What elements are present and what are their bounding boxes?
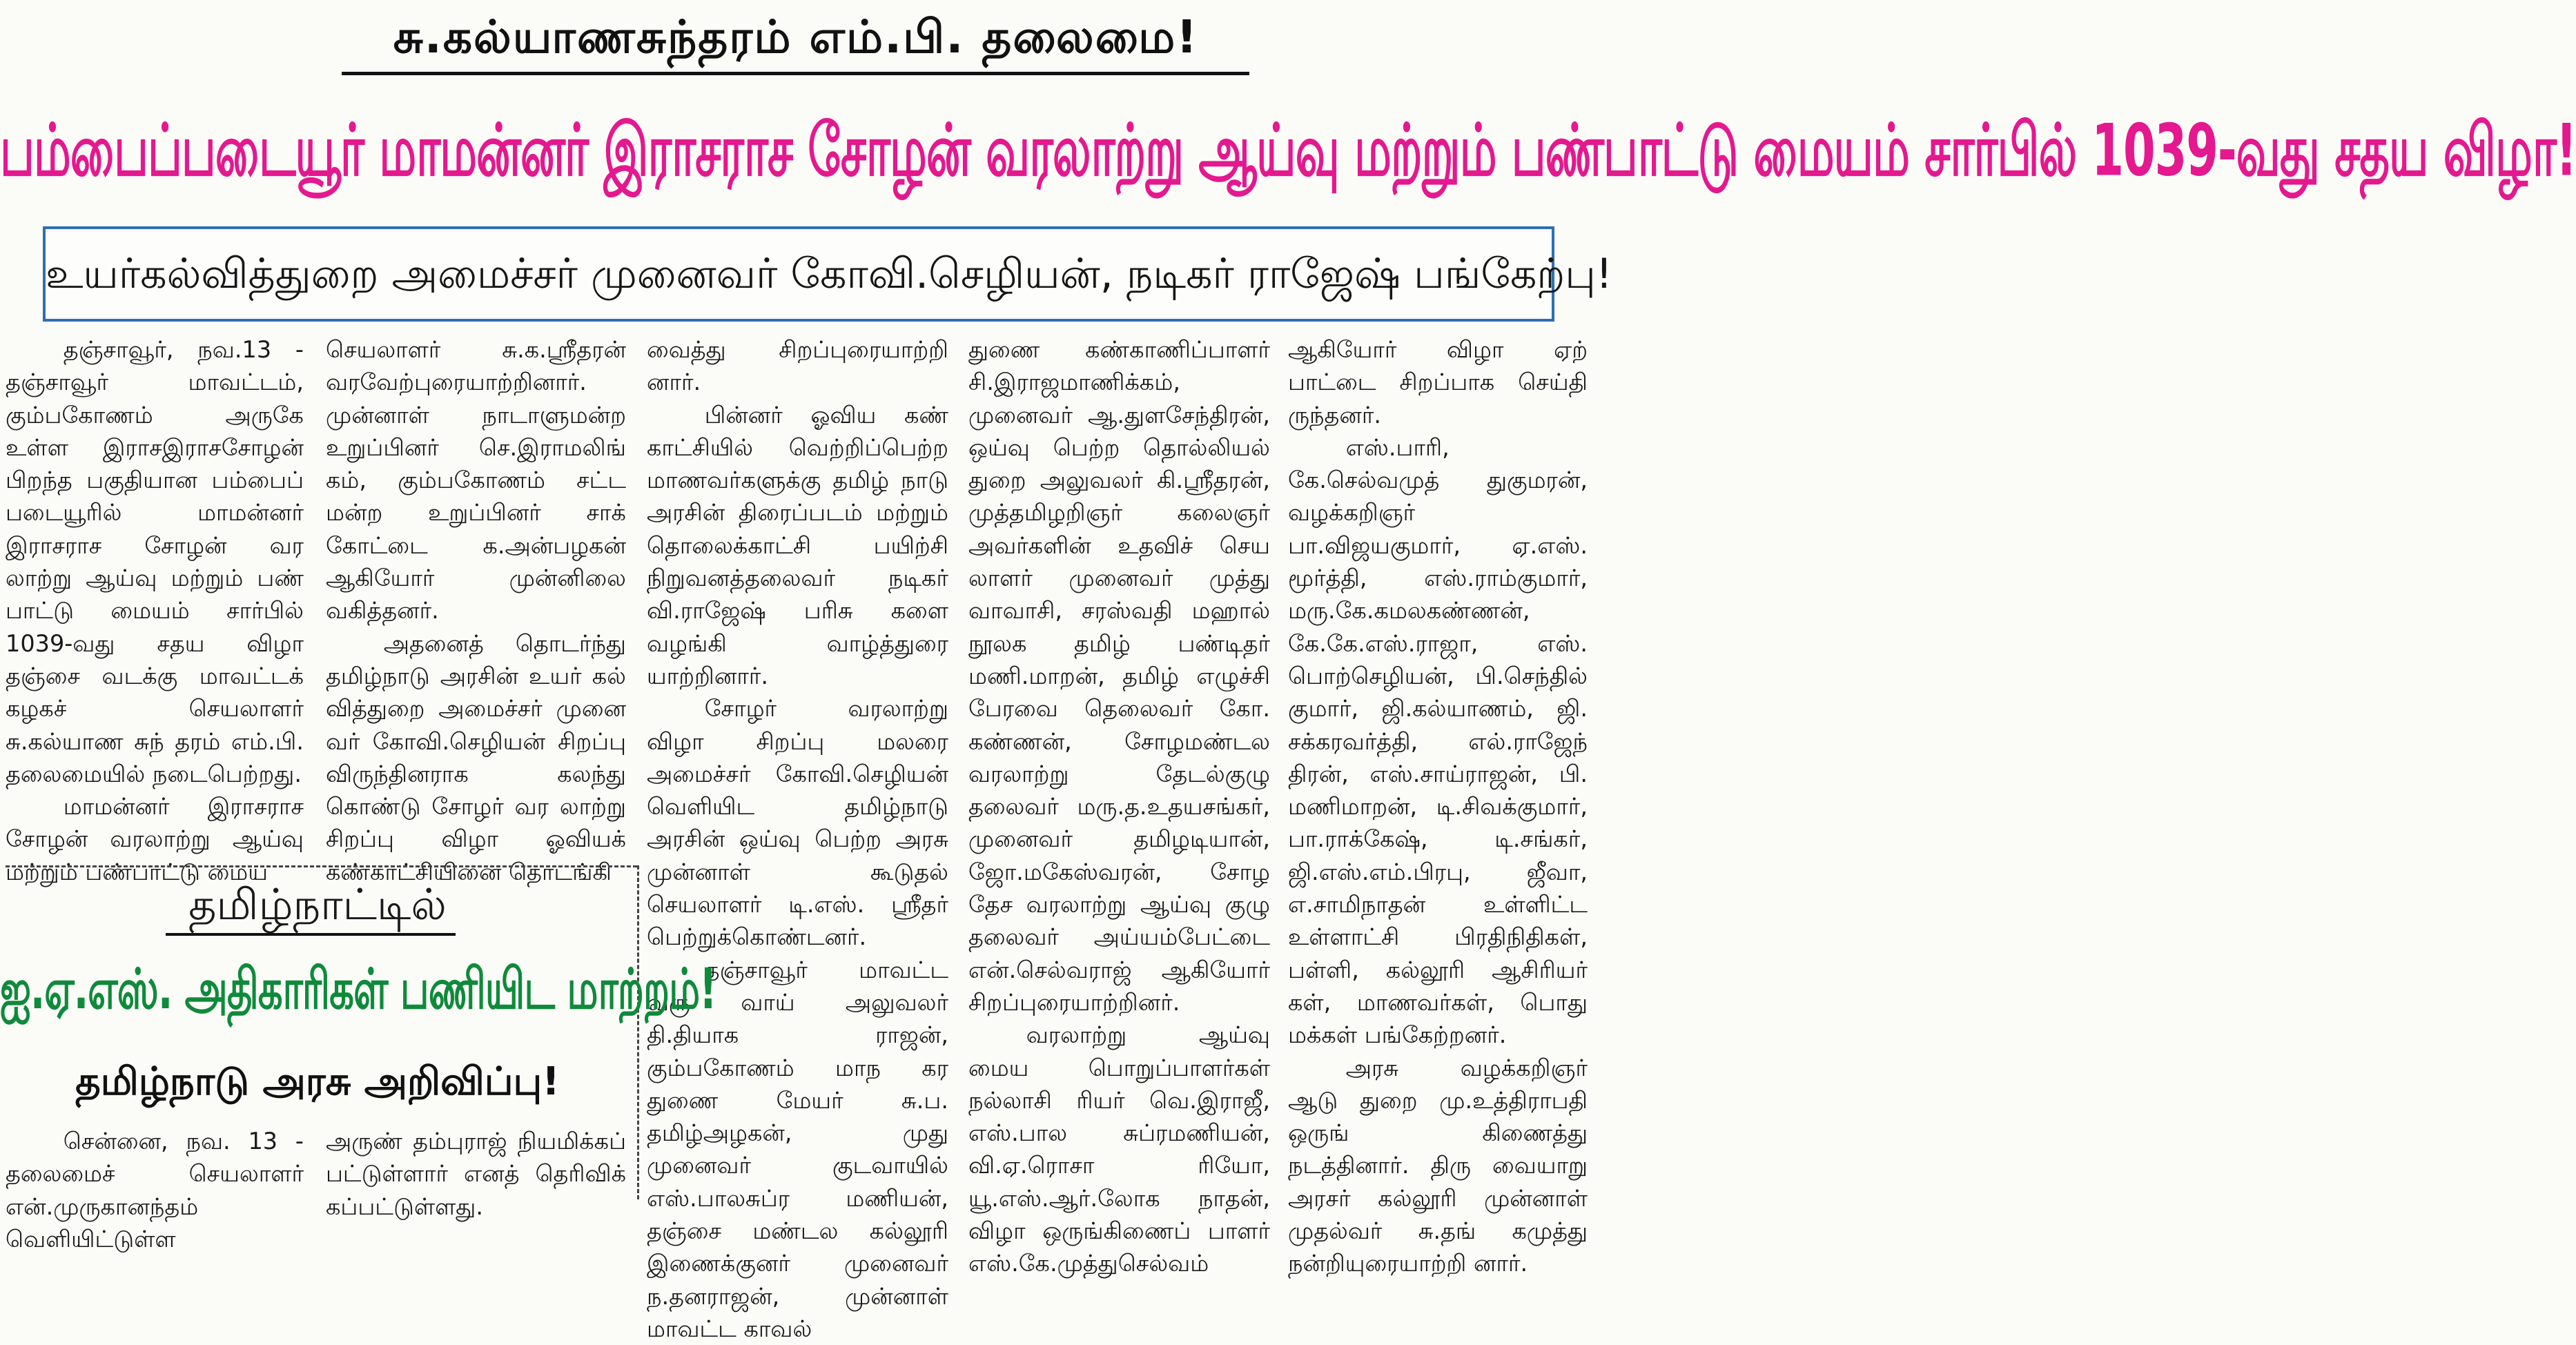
paragraph: சோழர் வரலாற்று விழா சிறப்பு மலரை அமைச்சர் கோவி.செழியன் வெளியிட தமிழ்நாடு அரசின் ஒய்வு பெற்ற அரசு முன்னாள் கூடுதல் செயலாளர் டி.எஸ். ஸ்ரீதர் பெற்றுக்கொண்டனர். xyxy=(647,695,948,951)
article2-subheadline: தமிழ்நாடு அரசு அறிவிப்பு! xyxy=(75,1059,560,1104)
article2-border-top xyxy=(6,865,637,867)
article-column-5 xyxy=(1288,333,1588,1277)
paragraph: மாமன்னர் இராசராச சோழன் வரலாற்று ஆய்வு மற்றும் பண்பாட்டு மைய xyxy=(6,793,304,885)
paragraph: பின்னர் ஓவிய கண் காட்சியில் வெற்றிப்பெற்ற மாணவர்களுக்கு தமிழ் நாடு அரசின் திரைப்படம் மற்றும் தொலைக்காட்சி பயிற்சி நிறுவனத்தலைவர் நடிகர் வி.ராஜேஷ் பரிசு களை வழங்கி வாழ்த்துரை யாற்றினார். xyxy=(647,401,948,689)
article2-column-1 xyxy=(6,1125,304,1253)
article-column-4 xyxy=(968,333,1270,1277)
paragraph: வைத்து சிறப்புரையாற்றி னார். xyxy=(647,336,948,396)
paragraph: சென்னை, நவ. 13 - தலைமைச் செயலாளர் என்.முருகானந்தம் வெளியிட்டுள்ள xyxy=(6,1128,304,1253)
main-headline: பம்பைப்படையூர் மாமன்னர் இராசராச சோழன் வரலாற்று ஆய்வு மற்றும் பண்பாட்டு மையம் சார்பில் 1039-வது சதய விழா! xyxy=(0,108,2576,193)
paragraph: தஞ்சாவூர் மாவட்ட வரு வாய் அலுவலர் தி.தியாக ராஜன், கும்பகோணம் மாந கர துணை மேயர் சு.ப. தமிழ்அழகன், முது முனைவர் குடவாயில் எஸ்.பாலசுப்ர மணியன், தஞ்சை மண்டல கல்லூரி இணைக்குனர் முனைவர் ந.தனராஜன், முன்னாள் மாவட்ட காவல் xyxy=(647,956,948,1342)
article2-headline: ஐ.ஏ.எஸ். அதிகாரிகள் பணியிட மாற்றம்! xyxy=(0,957,716,1023)
article-column-2 xyxy=(326,333,626,885)
paragraph: அருண் தம்புராஜ் நியமிக்கப் பட்டுள்ளார் எனத் தெரிவிக் கப்பட்டுள்ளது. xyxy=(326,1128,626,1220)
paragraph: ஆகியோர் விழா ஏற் பாட்டை சிறப்பாக செய்தி ருந்தனர். xyxy=(1288,336,1588,429)
article-column-1 xyxy=(6,333,304,885)
subheadline: உயர்கல்வித்துறை அமைச்சர் முனைவர் கோவி.செழியன், நடிகர் ராஜேஷ் பங்கேற்பு! xyxy=(46,250,1612,298)
article2-kicker: தமிழ்நாட்டில் xyxy=(188,879,447,930)
article-kicker: சு.கல்யாணசுந்தரம் எம்.பி. தலைமை! xyxy=(393,10,1199,63)
article2-border-right xyxy=(637,865,639,1199)
paragraph: செயலாளர் சு.க.ஸ்ரீதரன் வரவேற்புரையாற்றினார். முன்னாள் நாடாளுமன்ற உறுப்பினர் செ.இராமலிங் கம், கும்பகோணம் சட்ட மன்ற உறுப்பினர் சாக் கோட்டை க.அன்பழகன் ஆகியோர் முன்னிலை வகித்தனர். xyxy=(326,336,626,625)
subheadline-box xyxy=(43,226,1612,322)
article-column-3 xyxy=(647,333,948,1342)
paragraph: அதனைத் தொடர்ந்து தமிழ்நாடு அரசின் உயர் கல் வித்துறை அமைச்சர் முனை வர் கோவி.செழியன் சிறப்பு விருந்தினராக கலந்து கொண்டு சோழர் வர லாற்று சிறப்பு விழா ஓவியக் கண்காட்சியினை தொடங்கி xyxy=(326,629,626,885)
paragraph: அரசு வழக்கறிஞர் ஆடு துறை மு.உத்திராபதி ஒருங் கிணைத்து நடத்தினார். திரு வையாறு அரசர் கல்லூரி முன்னாள் முதல்வர் சு.தங் கமுத்து நன்றியுரையாற்றி னார். xyxy=(1288,1054,1588,1277)
paragraph: தஞ்சாவூர், நவ.13 - தஞ்சாவூர் மாவட்டம், கும்பகோணம் அருகே உள்ள இராசஇராசசோழன் பிறந்த பகுதியான பம்பைப் படையூரில் மாமன்னர் இராசராச சோழன் வர லாற்று ஆய்வு மற்றும் பண் பாட்டு மையம் சார்பில் 1039-வது சதய விழா தஞ்சை வடக்கு மாவட்டக் கழகச் செயலாளர் சு.கல்யாண சுந் தரம் எம்.பி. தலைமையில் நடைபெற்றது. xyxy=(6,336,304,787)
paragraph: வரலாற்று ஆய்வு மைய பொறுப்பாளர்கள் நல்லாசி ரியர் வெ.இராஜீ, எஸ்.பால சுப்ரமணியன், வி.ஏ.ரொசா ரியோ, யூ.எஸ்.ஆர்.லோக நாதன், விழா ஒருங்கிணைப் பாளர் எஸ்.கே.முத்துசெல்வம் xyxy=(968,1021,1270,1277)
article2-column-2 xyxy=(326,1125,626,1220)
paragraph: துணை கண்காணிப்பாளர் சி.இராஜமாணிக்கம், முனைவர் ஆ.துளசேந்திரன், ஒய்வு பெற்ற தொல்லியல் துறை அலுவலர் கி.ஸ்ரீதரன், முத்தமிழறிஞர் கலைஞர் அவர்களின் உதவிச் செய லாளர் முனைவர் முத்து வாவாசி, சரஸ்வதி மஹால் நூலக தமிழ் பண்டிதர் மணி.மாறன், தமிழ் எழுச்சி பேரவை தெலைவர் கோ. கண்ணன், சோழமண்டல வரலாற்று தேடல்குழு தலைவர் மரு.த.உதயசங்கர், முனைவர் தமிழடியான், ஜோ.மகேஸ்வரன், சோழ தேச வரலாற்று ஆய்வு குழு தலைவர் அய்யம்பேட்டை என்.செல்வராஜ் ஆகியோர் சிறப்புரையாற்றினர். xyxy=(968,336,1270,1016)
paragraph: எஸ்.பாரி, கே.செல்வமுத் துகுமரன், வழக்கறிஞர் பா.விஜயகுமார், ஏ.எஸ். மூர்த்தி, எஸ்.ராம்குமார், மரு.கே.கமலகண்ணன், கே.கே.எஸ்.ராஜா, எஸ். பொற்செழியன், பி.செந்தில் குமார், ஜி.கல்யாணம், ஜி. சக்கரவர்த்தி, எல்.ராஜேந் திரன், எஸ்.சாய்ராஜன், பி. மணிமாறன், டி.சிவக்குமார், பா.ராக்கேஷ், டி.சங்கர், ஜி.எஸ்.எம்.பிரபு, ஜீவா, எ.சாமிநாதன் உள்ளிட்ட உள்ளாட்சி பிரதிநிதிகள், பள்ளி, கல்லூரி ஆசிரியர் கள், மாணவர்கள், பொது மக்கள் பங்கேற்றனர். xyxy=(1288,433,1588,1049)
